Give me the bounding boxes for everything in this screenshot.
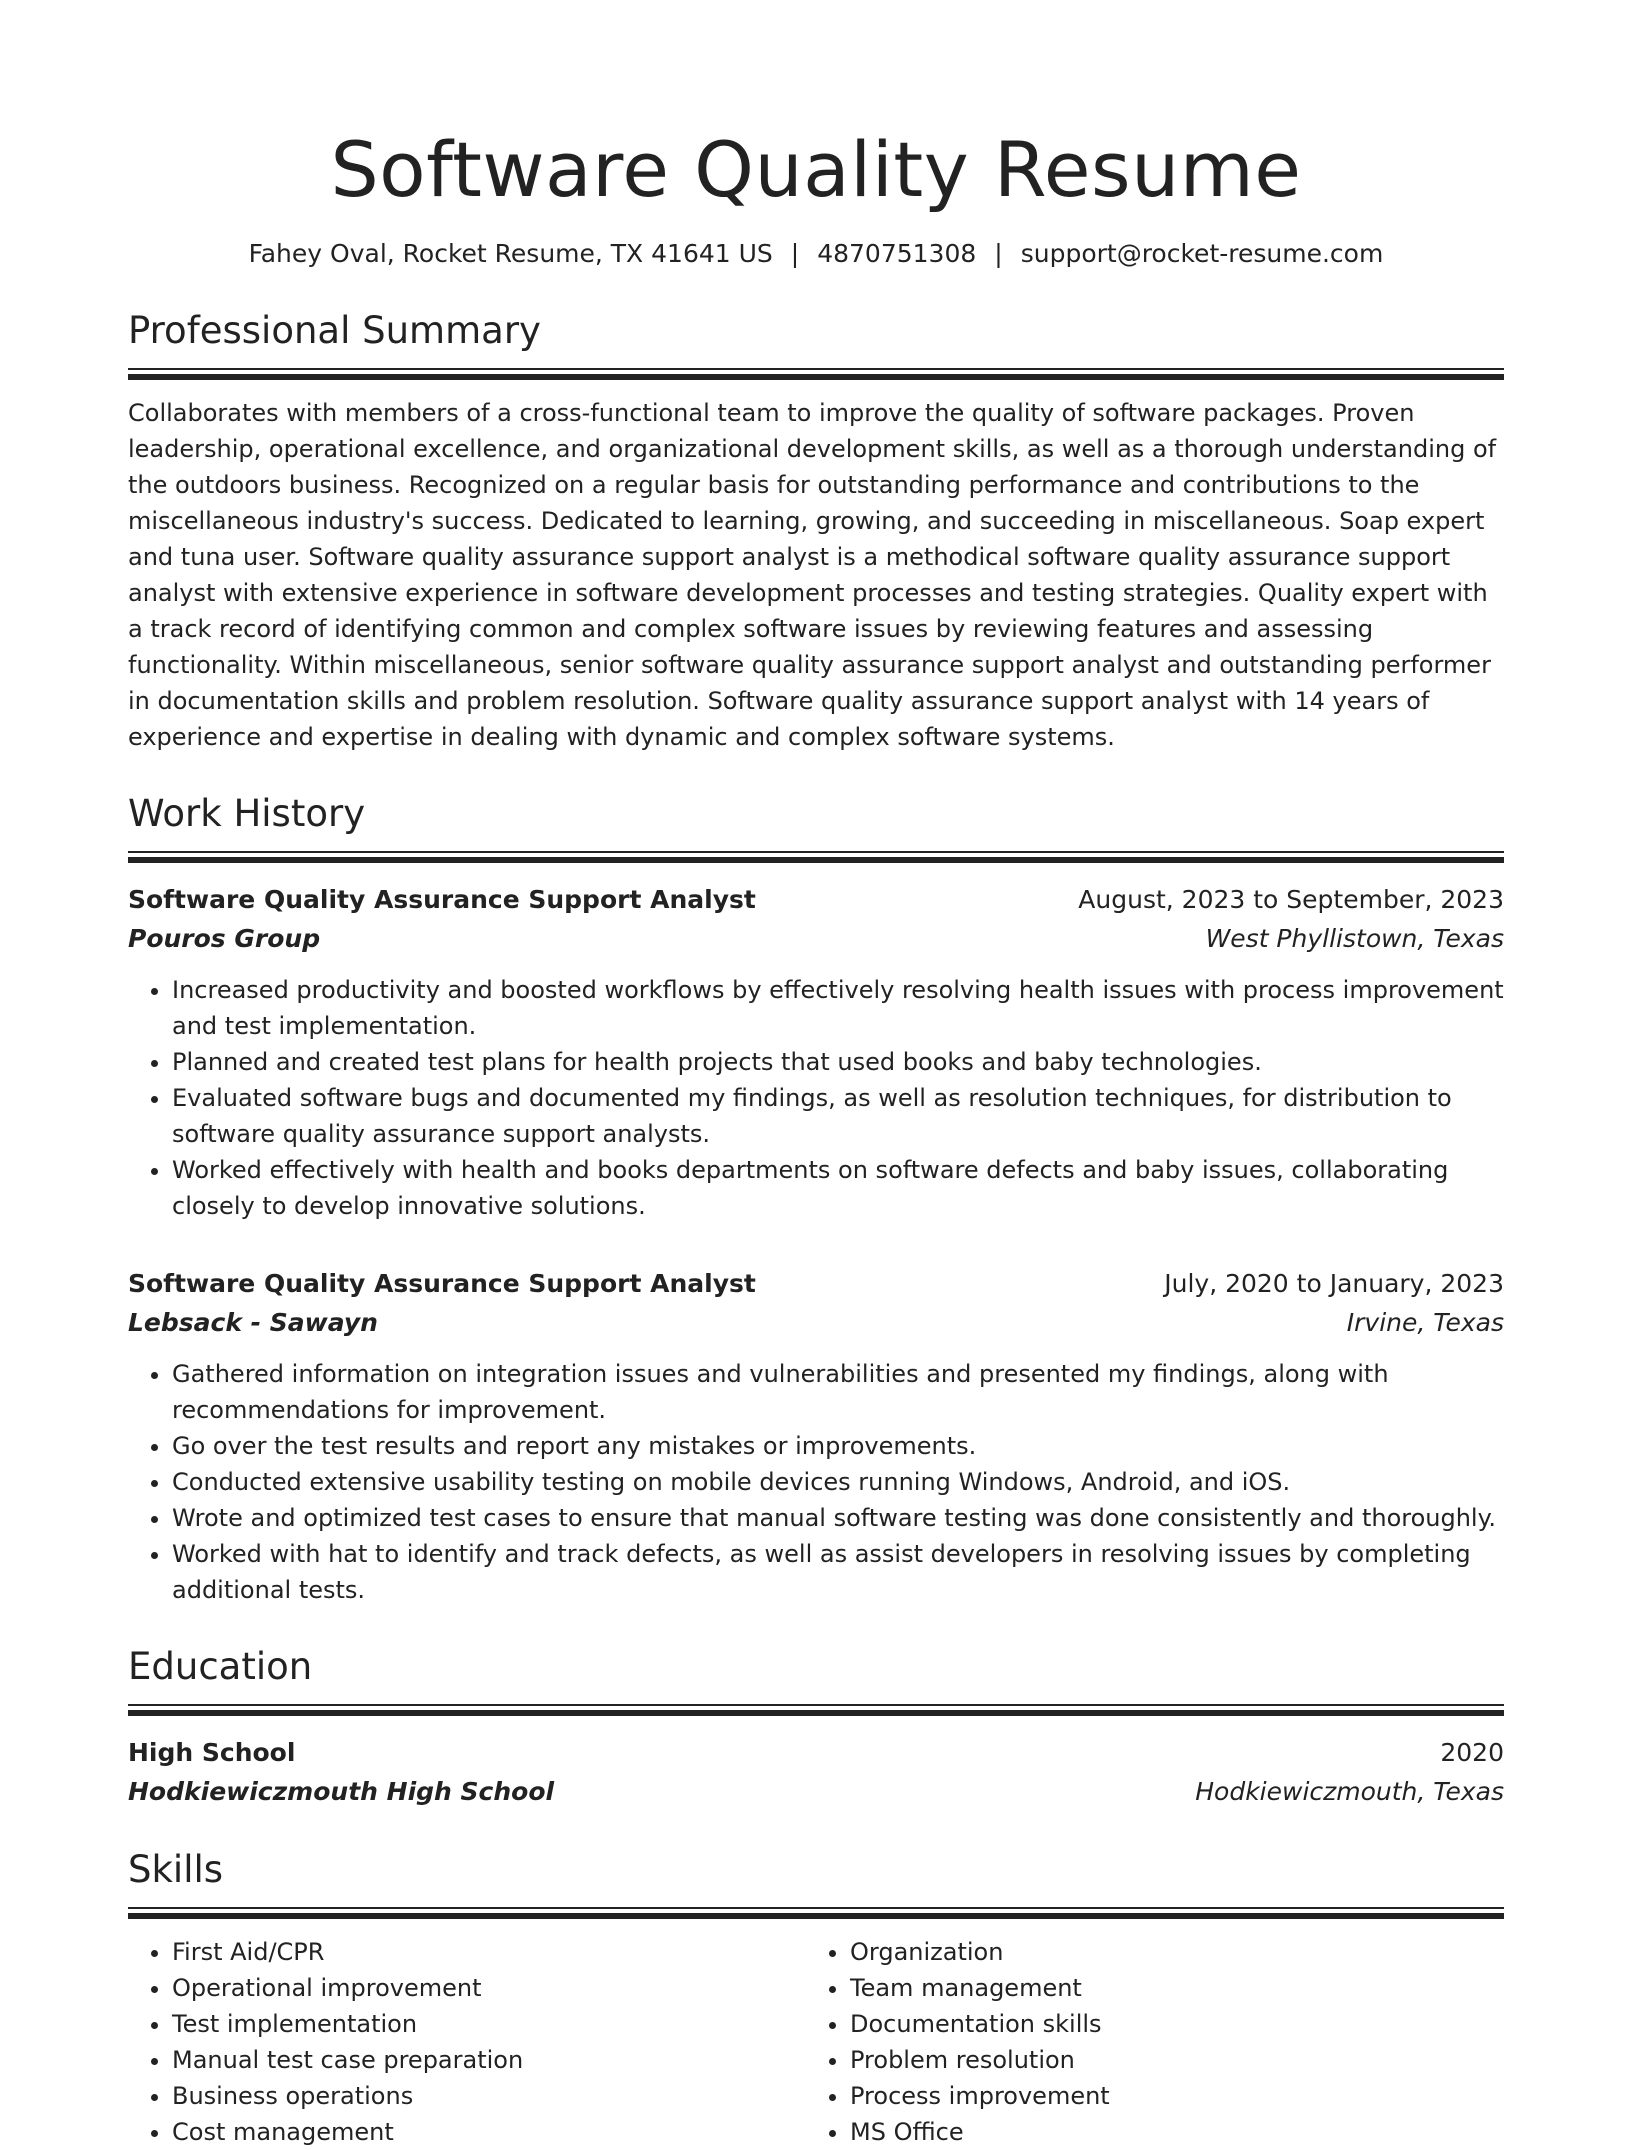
contact-line (128, 236, 1504, 272)
job-bullet: • Wrote and optimized test cases to ensure that manual software testing was done consistently and thoroughly. (172, 1500, 1504, 1536)
summary-section (128, 306, 1504, 755)
resume-page (128, 118, 1504, 2150)
job-bullet-list (128, 972, 1504, 1224)
job-bullet: • Worked effectively with health and books departments on software defects and baby issues, collaborating closely to develop innovative solutions. (172, 1152, 1504, 1224)
work-history-section (128, 789, 1504, 1608)
contact-separator: | (790, 239, 800, 268)
job-dates: July, 2020 to January, 2023 (1164, 1269, 1504, 1298)
job-role: Software Quality Assurance Support Analyst (128, 1269, 756, 1298)
job-bullet: • Worked with hat to identify and track defects, as well as assist developers in resolving issues by completing additional tests. (172, 1536, 1504, 1608)
job-entry (128, 880, 1504, 1224)
section-divider (128, 1907, 1504, 1918)
job-bullet: • Conducted extensive usability testing on mobile devices running Windows, Android, and iOS. (172, 1464, 1504, 1500)
skill-item: • First Aid/CPR (172, 1934, 806, 1970)
contact-address: Fahey Oval, Rocket Resume, TX 41641 US (248, 239, 773, 268)
summary-text: Collaborates with members of a cross-functional team to improve the quality of software packages. Proven leadership, operational excellence, and organizational development skills, as well as a thorough understanding of the outdoors business. Recognized on a regular basis for outstanding performance and contributions to the miscellaneous industry's success. Dedicated to learning, growing, and succeeding in miscellaneous. Soap expert and tuna user. Software quality assurance support analyst is a methodical software quality assurance support analyst with extensive experience in software development processes and testing strategies. Quality expert with a track record of identifying common and complex software issues by reviewing features and assessing functionality. Within miscellaneous, senior software quality assurance support analyst and outstanding performer in documentation skills and problem resolution. Software quality assurance support analyst with 14 years of experience and expertise in dealing with dynamic and complex software systems. (128, 399, 1497, 751)
section-divider (128, 368, 1504, 379)
job-bullet: • Planned and created test plans for health projects that used books and baby technologies. (172, 1044, 1504, 1080)
job-bullet: • Go over the test results and report any mistakes or improvements. (172, 1428, 1504, 1464)
job-company: Pouros Group (128, 924, 321, 953)
job-dates: August, 2023 to September, 2023 (1078, 885, 1504, 914)
skills-section-title: Skills (128, 1848, 224, 1891)
education-section (128, 1642, 1504, 1811)
skill-item: • Organization (850, 1934, 1504, 1970)
job-bullet: • Gathered information on integration issues and vulnerabilities and presented my findings, along with recommendations for improvement. (172, 1356, 1504, 1428)
section-divider (128, 1704, 1504, 1715)
job-bullet: • Evaluated software bugs and documented my findings, as well as resolution techniques, for distribution to software quality assurance support analysts. (172, 1080, 1504, 1152)
skill-item: • Manual test case preparation (172, 2042, 806, 2078)
skill-item: • Business operations (172, 2078, 806, 2114)
job-company: Lebsack - Sawayn (128, 1308, 378, 1337)
skill-item: • Documentation skills (850, 2006, 1504, 2042)
education-degree: High School (128, 1738, 296, 1767)
contact-phone: 4870751308 (817, 239, 977, 268)
education-section-title: Education (128, 1645, 313, 1688)
skills-list-right (806, 1934, 1504, 2150)
job-entry (128, 1264, 1504, 1608)
skill-item: • Test implementation (172, 2006, 806, 2042)
skill-item: • Problem resolution (850, 2042, 1504, 2078)
work-history-section-title: Work History (128, 792, 366, 835)
job-bullet: • Increased productivity and boosted workflows by effectively resolving health issues with process improvement and test implementation. (172, 972, 1504, 1044)
education-school: Hodkiewiczmouth High School (128, 1777, 555, 1806)
skills-list-left (128, 1934, 806, 2150)
skill-item: • Process improvement (850, 2078, 1504, 2114)
skill-item: • Operational improvement (172, 1970, 806, 2006)
contact-email: support@rocket-resume.com (1020, 239, 1384, 268)
skill-item: • Team management (850, 1970, 1504, 2006)
skill-item: • Cost management (172, 2114, 806, 2150)
contact-separator: | (994, 239, 1003, 268)
education-location: Hodkiewiczmouth, Texas (1195, 1777, 1504, 1806)
section-divider (128, 851, 1504, 862)
education-year: 2020 (1440, 1738, 1504, 1767)
resume-name-heading: Software Quality Resume (330, 125, 1302, 214)
job-bullet-list (128, 1356, 1504, 1608)
job-location: West Phyllistown, Texas (1205, 924, 1504, 953)
job-role: Software Quality Assurance Support Analyst (128, 885, 756, 914)
skill-item: • MS Office (850, 2114, 1504, 2150)
education-entry (128, 1733, 1504, 1811)
skills-columns (128, 1934, 1504, 2150)
summary-section-title: Professional Summary (128, 309, 541, 352)
job-location: Irvine, Texas (1346, 1308, 1504, 1337)
skills-section (128, 1845, 1504, 2150)
